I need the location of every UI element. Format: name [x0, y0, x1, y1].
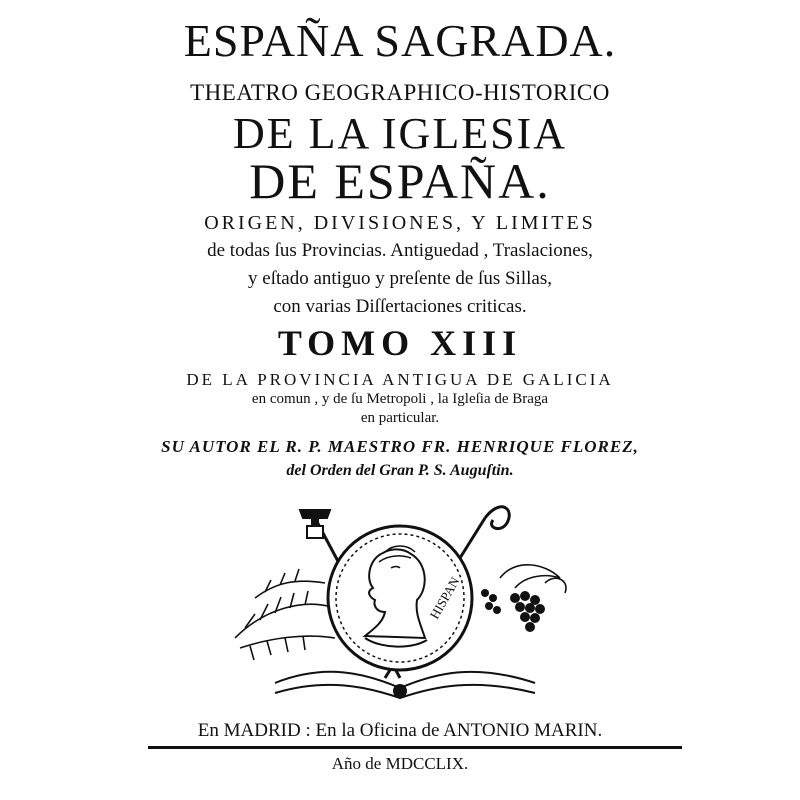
volume-number: TOMO XIII — [277, 323, 523, 363]
order-line: del Orden del Gran P. S. Auguſtin. — [286, 462, 514, 479]
province-detail-1: en comun , y de ſu Metropoli , la Igleſia de Braga — [251, 391, 549, 407]
author-line: SU AUTOR EL R. P. MAESTRO FR. HENRIQUE FLOREZ, — [161, 437, 639, 456]
publication-year: Año de MDCCLIX. — [331, 754, 469, 773]
vine-leaf-icon — [500, 565, 560, 588]
medallion-ornament — [215, 488, 585, 703]
description-line-3: con varias Diſſertaciones criticas. — [273, 296, 527, 317]
imprint-line: En MADRID : En la Oficina de ANTONIO MARIN. — [197, 720, 603, 741]
medallion-inscription: HISPAN — [426, 574, 463, 622]
ribbon-icon — [275, 672, 535, 698]
province-detail-2: en particular. — [360, 410, 440, 426]
origen-line: ORIGEN, DIVISIONES, Y LIMITES — [204, 212, 596, 234]
description-line-2: y eſtado antiguo y preſente de ſus Sillas, — [248, 268, 552, 289]
horizontal-rule — [148, 746, 682, 749]
title-line-de-espana: DE ESPAÑA. — [249, 153, 551, 209]
description-line-1: de todas ſus Provincias. Antiguedad , Traslaciones, — [207, 240, 593, 261]
province-line: DE LA PROVINCIA ANTIGUA DE GALICIA — [186, 370, 614, 389]
book-subtitle: THEATRO GEOGRAPHICO-HISTORICO — [190, 80, 610, 105]
foliage-left-icon — [235, 569, 335, 660]
book-title: ESPAÑA SAGRADA. — [183, 15, 617, 66]
title-line-de-la-iglesia: DE LA IGLESIA — [233, 109, 567, 158]
grapes-icon — [481, 589, 545, 632]
